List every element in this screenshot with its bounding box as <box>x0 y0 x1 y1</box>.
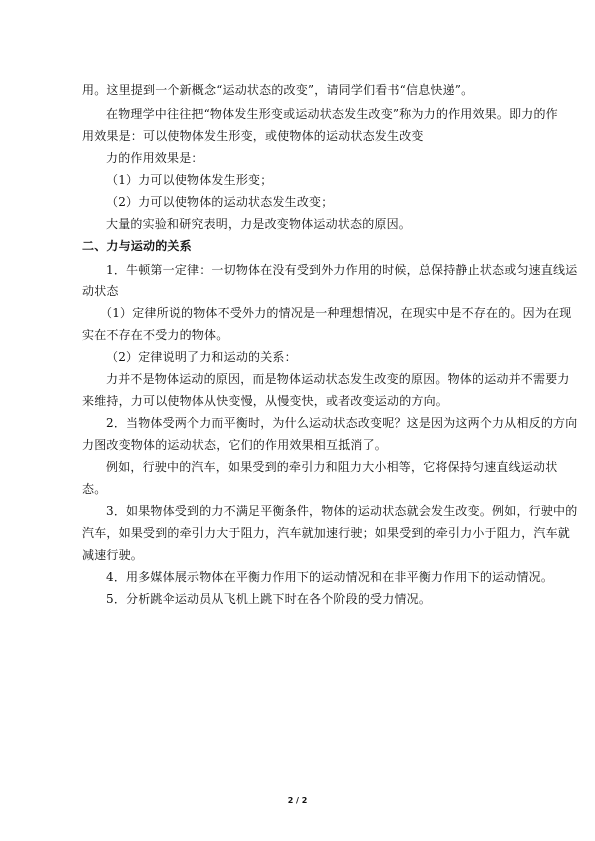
text-line: 在物理学中往往把“物体发生形变或运动状态发生改变”称为力的作用效果。即力的作 <box>106 107 558 121</box>
text-line: 力的作用效果是： <box>106 151 204 165</box>
section-heading: 二、力与运动的关系 <box>82 239 192 253</box>
text-line: 实在不存在不受力的物体。 <box>82 328 229 342</box>
text-line: 3．如果物体受到的力不满足平衡条件，物体的运动状态就会发生改变。例如，行驶中的 <box>106 504 578 518</box>
text-line: 大量的实验和研究表明，力是改变物体运动状态的原因。 <box>106 217 412 231</box>
text-line: 例如，行驶中的汽车，如果受到的牵引力和阻力大小相等，它将保持匀速直线运动状 <box>106 460 558 474</box>
text-line: 汽车，如果受到的牵引力大于阻力，汽车就加速行驶；如果受到的牵引力小于阻力，汽车就 <box>82 526 571 540</box>
text-line: 1．牛顿第一定律：一切物体在没有受到外力作用的时候，总保持静止状态或匀速直线运 <box>106 263 578 277</box>
text-line: 4．用多媒体展示物体在平衡力作用下的运动情况和在非平衡力作用下的运动情况。 <box>106 570 554 584</box>
text-line: 力并不是物体运动的原因，而是物体运动状态发生改变的原因。物体的运动并不需要力 <box>106 372 570 386</box>
page-number: 2 / 2 <box>287 796 308 805</box>
text-line: （1）定律所说的物体不受外力的情况是一种理想情况，在现实中是不存在的。因为在现 <box>100 306 572 320</box>
text-line: 动状态 <box>82 284 119 298</box>
text-line: 用效果是：可以使物体发生形变，或使物体的运动状态发生改变 <box>82 129 424 143</box>
text-line: 来维持，力可以使物体从快变慢，从慢变快，或者改变运动的方向。 <box>82 394 449 408</box>
text-line: （1）力可以使物体发生形变； <box>106 173 273 187</box>
text-line: 2．当物体受两个力而平衡时，为什么运动状态改变呢？这是因为这两个力从相反的方向 <box>106 416 578 430</box>
text-line: 用。这里提到一个新概念“运动状态的改变”，请同学们看书“信息快递”。 <box>82 83 474 97</box>
text-line: 5．分析跳伞运动员从飞机上跳下时在各个阶段的受力情况。 <box>106 592 432 606</box>
text-line: 态。 <box>82 482 107 496</box>
text-line: 减速行驶。 <box>82 548 144 562</box>
text-line: 力图改变物体的运动状态，它们的作用效果相互抵消了。 <box>82 438 388 452</box>
text-line: （2）力可以使物体的运动状态发生改变； <box>106 195 334 209</box>
text-line: （2）定律说明了力和运动的关系： <box>106 350 297 364</box>
